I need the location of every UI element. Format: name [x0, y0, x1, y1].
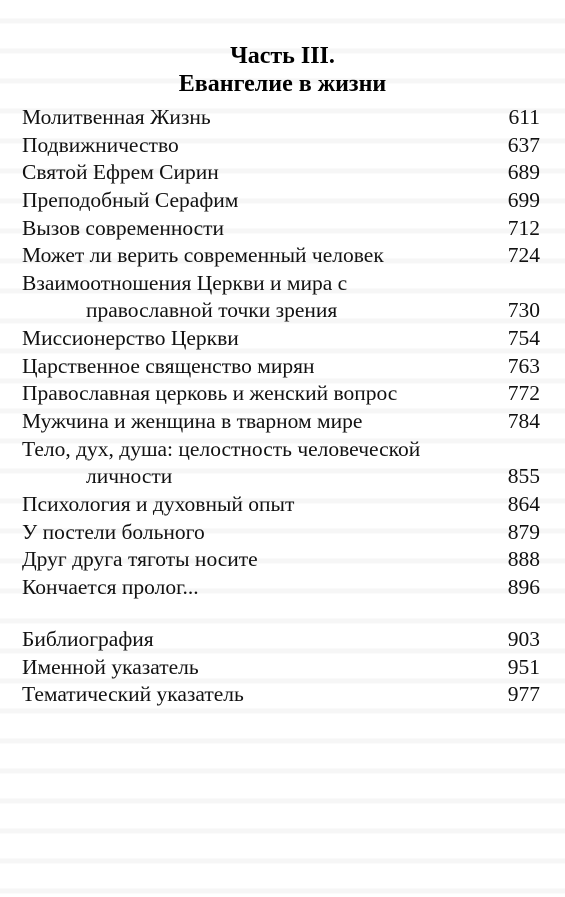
toc-entry-title: Именной указатель	[22, 655, 199, 679]
toc-entry-title: Святой Ефрем Сирин	[22, 160, 219, 184]
toc-entry-page: 754	[507, 326, 540, 350]
toc-entry-page: 784	[507, 409, 540, 433]
toc-appendix-entry	[22, 679, 550, 709]
toc-appendix-entry	[22, 624, 550, 654]
toc-entry-page: 763	[507, 354, 540, 378]
toc-entry-title: Подвижничество	[22, 133, 179, 157]
toc-entry-page: 637	[507, 133, 540, 157]
toc-entry	[22, 572, 550, 602]
toc-entry-page: 712	[507, 216, 540, 240]
toc-appendix-entry	[22, 652, 550, 682]
toc-entry-title-continuation: православной точки зрения	[86, 298, 338, 322]
toc-entry-title: Молитвенная Жизнь	[22, 105, 211, 129]
toc-entry-page: 951	[507, 655, 540, 679]
toc-entry-title: Друг друга тяготы носите	[22, 547, 258, 571]
toc-entry-page: 977	[507, 682, 540, 706]
toc-entry	[22, 489, 550, 519]
toc-entry-page: 855	[507, 464, 540, 488]
toc-entry-title: Мужчина и женщина в тварном мире	[22, 409, 363, 433]
toc-entry	[22, 185, 550, 215]
toc-entry-title: Царственное священство мирян	[22, 354, 315, 378]
toc-entry-title: Тело, дух, душа: целостность человеческой	[22, 437, 421, 461]
toc-entry-title: Преподобный Серафим	[22, 188, 239, 212]
toc-entry-page: 772	[507, 381, 540, 405]
toc-entry-page: 689	[507, 160, 540, 184]
part-heading: Часть III.	[230, 43, 335, 69]
toc-entry-page: 699	[507, 188, 540, 212]
toc-entry-page: 903	[507, 627, 540, 651]
toc-entry-title: У постели больного	[22, 520, 205, 544]
toc-entry-title: Кончается пролог...	[22, 575, 199, 599]
toc-entry-page: 896	[507, 575, 540, 599]
toc-entry-title: Вызов современности	[22, 216, 225, 240]
toc-entry	[22, 130, 550, 160]
toc-entry	[22, 517, 550, 547]
toc-entry	[22, 240, 550, 270]
toc-entry-page: 888	[507, 547, 540, 571]
toc-entry-page: 864	[507, 492, 540, 516]
toc-entry	[22, 434, 550, 492]
part-title: Евангелие в жизни	[178, 71, 387, 97]
toc-entry-title: Библиография	[22, 627, 154, 651]
toc-entry-title: Может ли верить современный человек	[22, 243, 384, 267]
toc-entry	[22, 544, 550, 574]
toc-entry-page: 724	[507, 243, 540, 267]
toc-entry	[22, 268, 550, 326]
toc-entry	[22, 378, 550, 408]
toc-entry	[22, 157, 550, 187]
toc-entry-page: 879	[507, 520, 540, 544]
toc-entry-title: Взаимоотношения Церкви и мира с	[22, 271, 348, 295]
toc-entry-page: 611	[508, 105, 540, 129]
toc-entry-title: Православная церковь и женский вопрос	[22, 381, 398, 405]
toc-entry	[22, 213, 550, 243]
toc-entry	[22, 351, 550, 381]
toc-entry	[22, 406, 550, 436]
toc-entry-title: Миссионерство Церкви	[22, 326, 239, 350]
toc-entry-title: Психология и духовный опыт	[22, 492, 295, 516]
toc-entry-title: Тематический указатель	[22, 682, 244, 706]
toc-entry-page: 730	[507, 298, 540, 322]
toc-entry	[22, 102, 550, 132]
toc-entry-title-continuation: личности	[86, 464, 173, 488]
toc-entry	[22, 323, 550, 353]
